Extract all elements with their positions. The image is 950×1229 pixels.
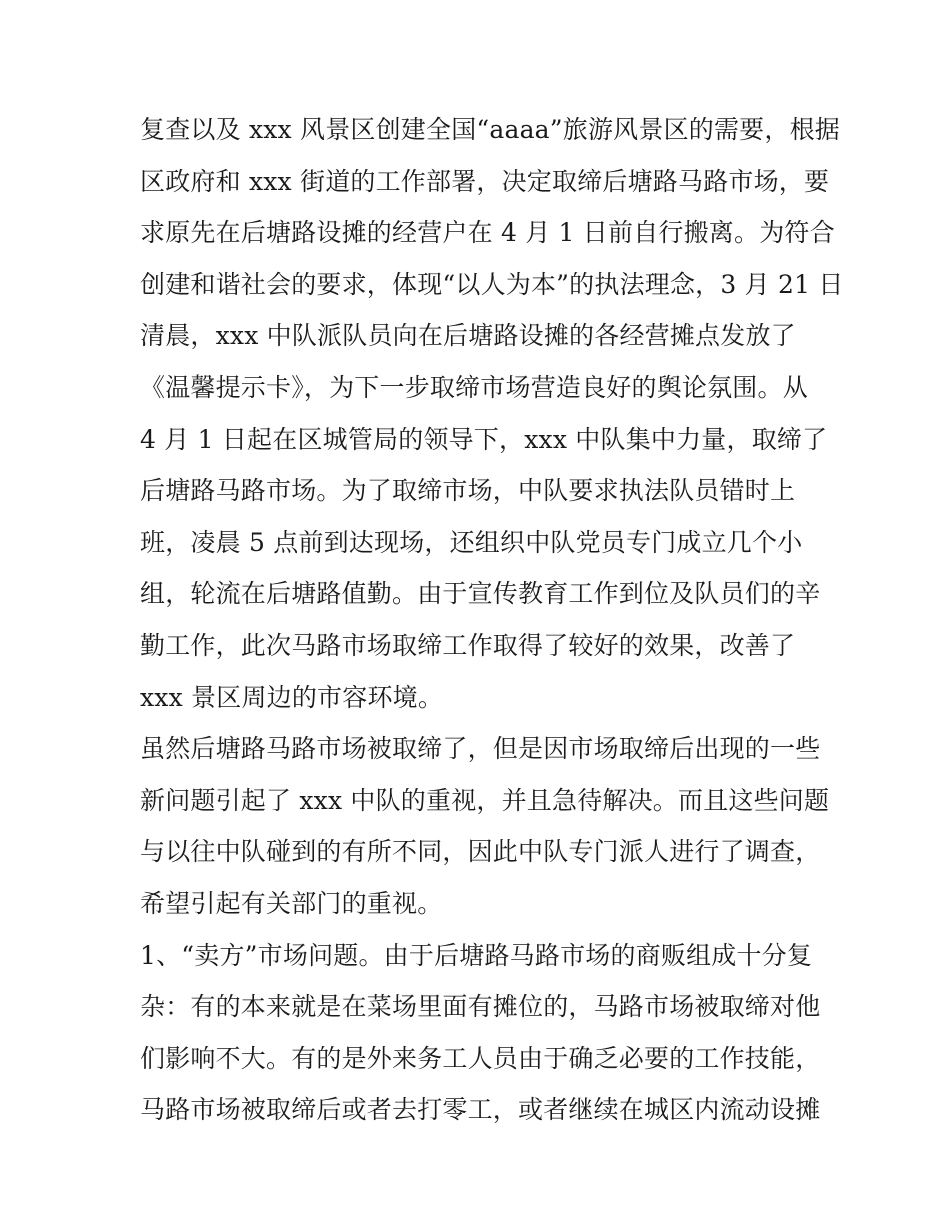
text-line: 们影响不大。有的是外来务工人员由于确乏必要的工作技能， (140, 1043, 821, 1073)
text-line: 创建和谐社会的要求，体现“以人为本”的执法理念，3 月 21 日 (140, 269, 844, 299)
text-line: 马路市场被取缔后或者去打零工，或者继续在城区内流动设摊 (140, 1095, 821, 1125)
text-line: 杂：有的本来就是在菜场里面有摊位的，马路市场被取缔对他 (140, 992, 821, 1022)
text-line: 复查以及 xxx 风景区创建全国“aaaa”旅游风景区的需要，根据 (140, 115, 840, 144)
text-line: 组，轮流在后塘路值勤。由于宣传教育工作到位及队员们的辛 (140, 579, 821, 609)
text-line: 清晨，xxx 中队派队员向在后塘路设摊的各经营摊点发放了 (140, 321, 796, 351)
text-line: 与以往中队碰到的有所不同，因此中队专门派人进行了调查， (140, 837, 821, 867)
text-line: 《温馨提示卡》，为下一步取缔市场营造良好的舆论氛围。从 (140, 372, 808, 402)
text-line: 希望引起有关部门的重视。 (140, 888, 443, 918)
body-text (140, 104, 844, 1136)
text-line: 1、“卖方”市场问题。由于后塘路马路市场的商贩组成十分复 (140, 940, 813, 970)
text-line: 后塘路马路市场。为了取缔市场，中队要求执法队员错时上 (140, 476, 796, 506)
text-line: 新问题引起了 xxx 中队的重视，并且急待解决。而且这些问题 (140, 785, 830, 815)
text-line: xxx 景区周边的市容环境。 (140, 682, 444, 712)
text-line: 4 月 1 日起在区城管局的领导下，xxx 中队集中力量，取缔了 (140, 424, 828, 454)
text-line: 区政府和 xxx 街道的工作部署，决定取缔后塘路马路市场，要 (140, 166, 830, 196)
text-line: 勤工作，此次马路市场取缔工作取得了较好的效果，改善了 (140, 630, 796, 660)
text-line: 求原先在后塘路设摊的经营户在 4 月 1 日前自行搬离。为符合 (140, 218, 835, 248)
text-line: 虽然后塘路马路市场被取缔了，但是因市场取缔后出现的一些 (140, 734, 821, 764)
text-line: 班，凌晨 5 点前到达现场，还组织中队党员专门成立几个小 (140, 527, 803, 557)
